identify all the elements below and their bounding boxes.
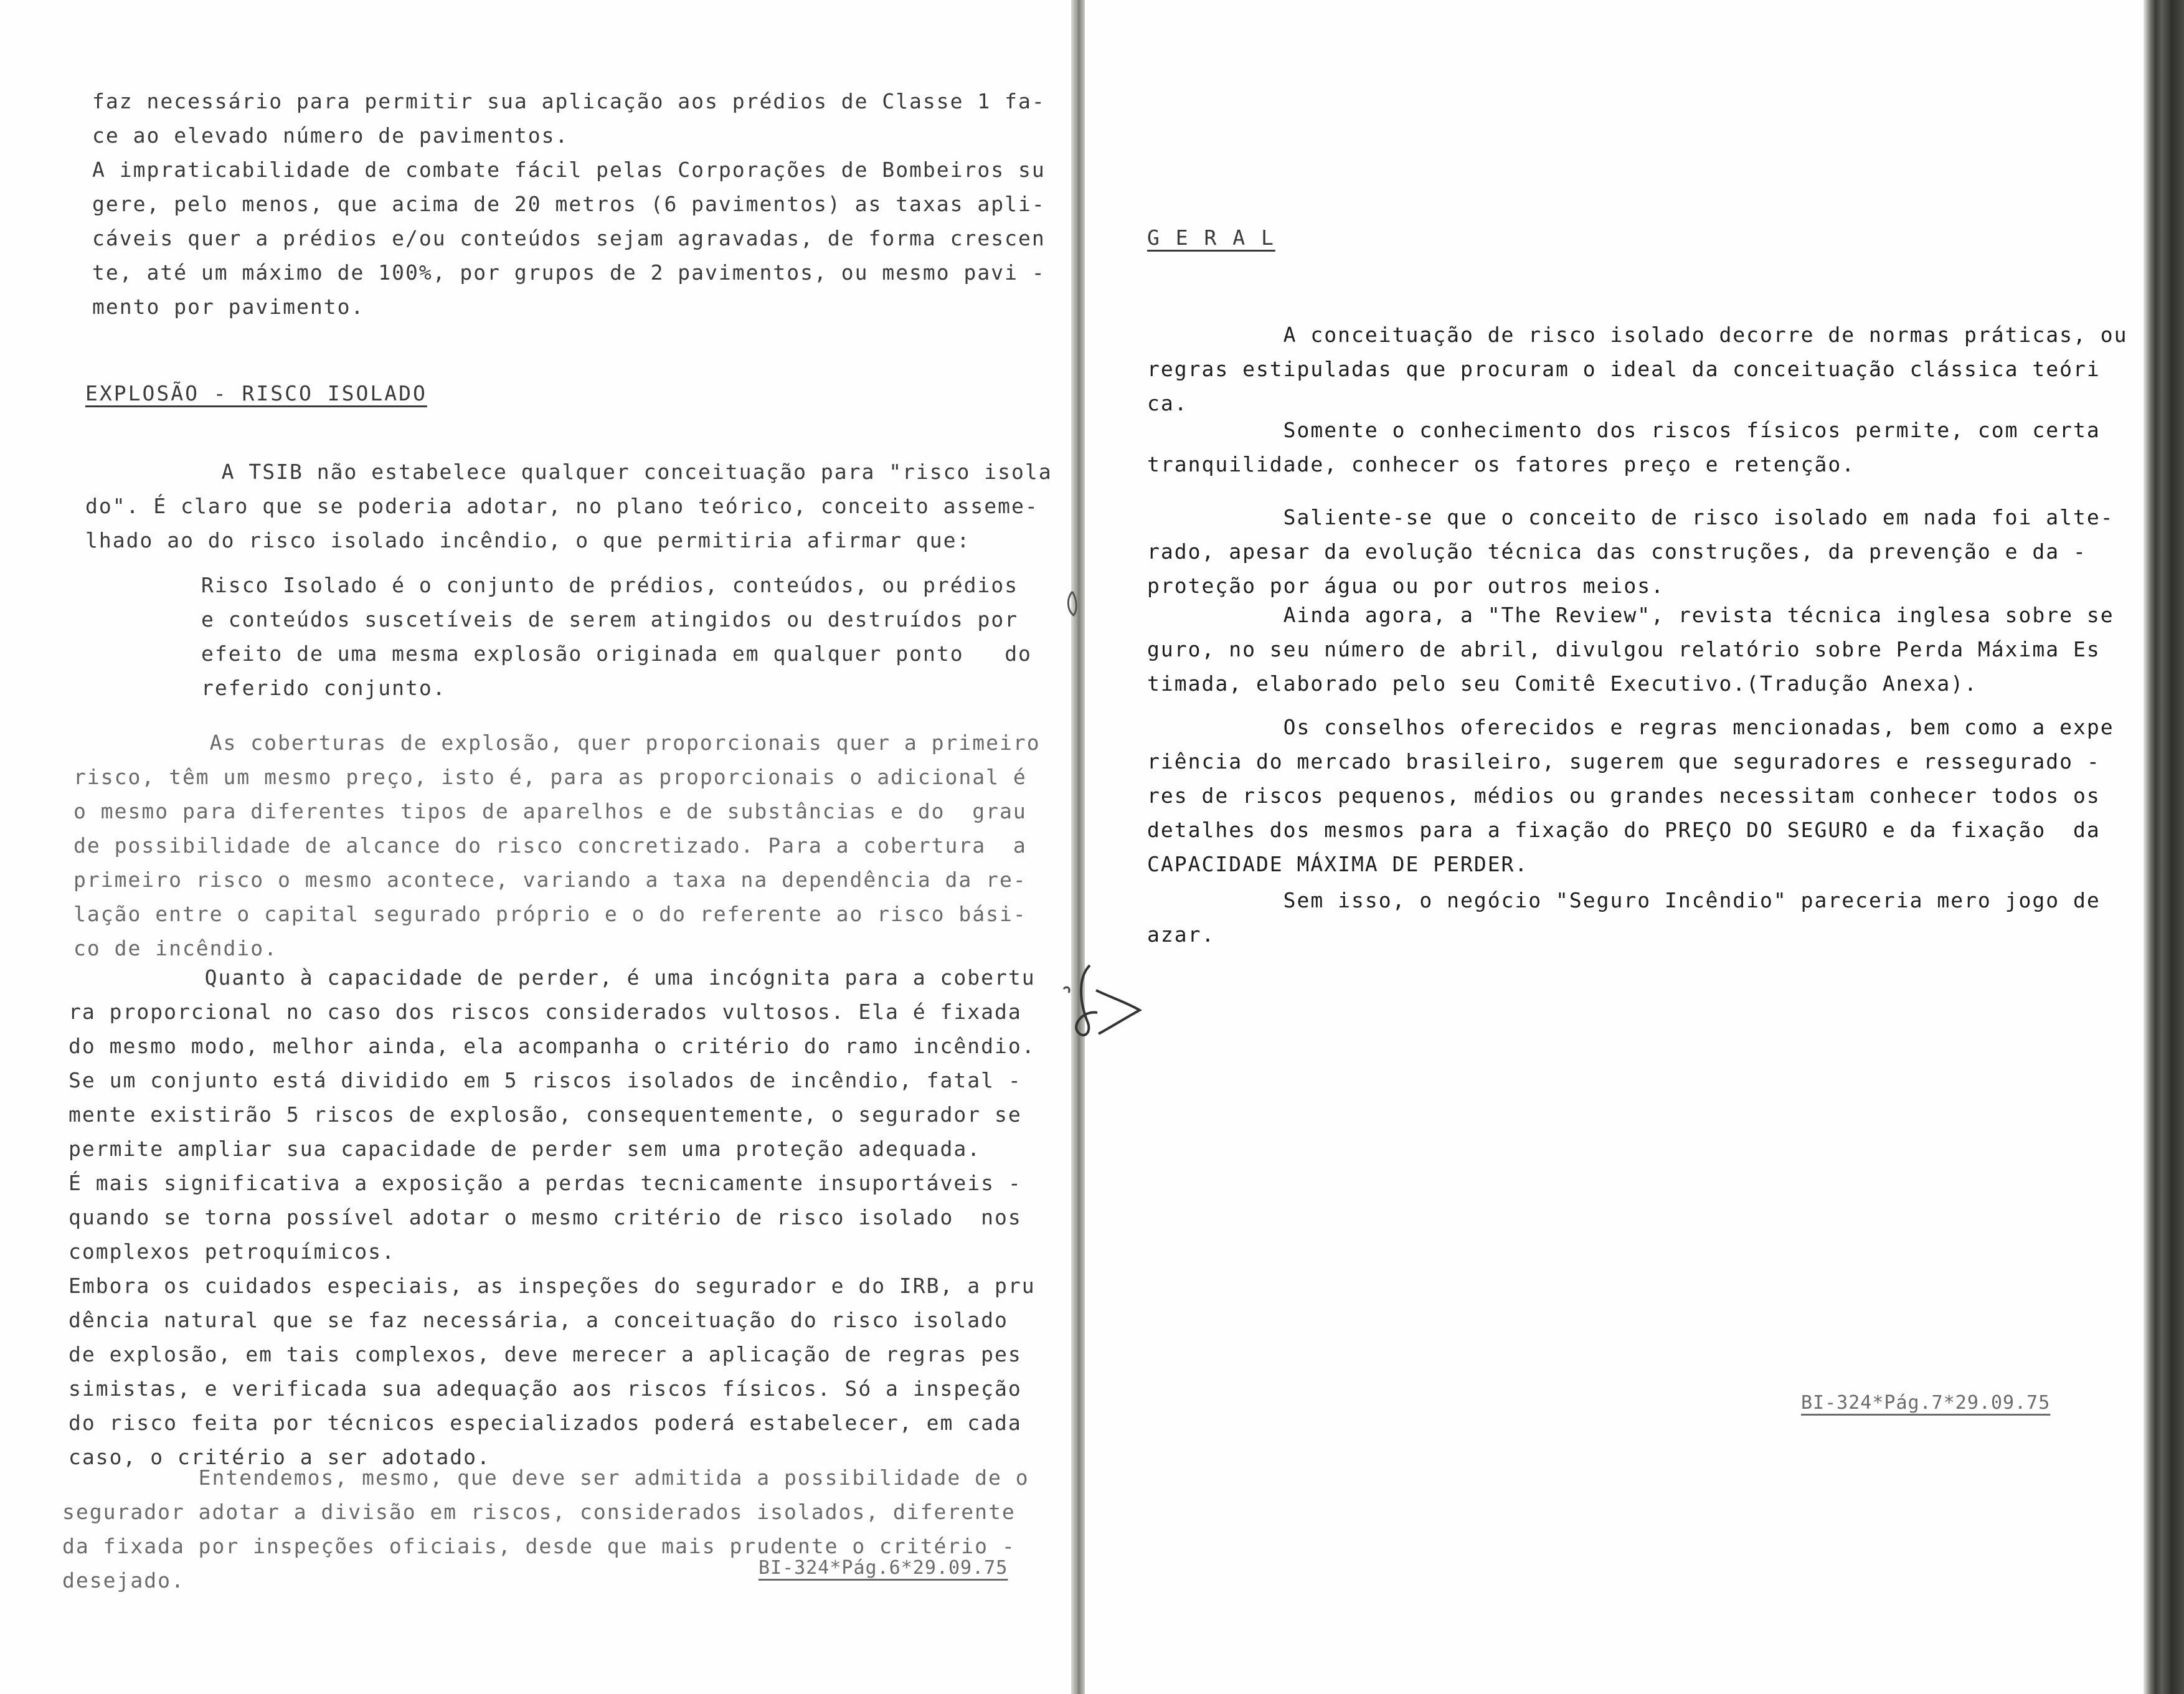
book-gutter: [1071, 0, 1085, 1694]
paragraph-capacidade: Quanto à capacidade de perder, é uma incógnita para a cobertu ra proporcional no caso dos riscos considerados vultosos. Ela é fixada do mesmo modo, melhor ainda, ela acompanha o critério do ramo incêndio. Se um conjunto está dividido em 5 riscos isolados de incêndio, fatal - mente existirão 5 riscos de explosão, consequentemente, o segurador se permite ampliar sua capacidade de perder sem uma proteção adequada. É mais significativa a exposição a perdas tecnicamente insuportáveis - quando se torna possível adotar o mesmo critério de risco isolado nos complexos petroquímicos. Embora os cuidados especiais, as inspeções do segurador e do IRB, a pru dência natural que se faz necessária, a conceituação do risco isolado de explosão, em tais complexos, deve merecer a aplicação de regras pes simistas, e verificada sua adequação aos riscos físicos. Só a inspeção do risco feita por técnicos especializados poderá estabelecer, em cada caso, o critério a ser adotado.: [69, 965, 1036, 1469]
left-page: [0, 0, 1071, 1694]
paragraph-tsib: A TSIB não estabelece qualquer conceituação para "risco isola do". É claro que se poderia adotar, no plano teórico, conceito asseme- lhado ao do risco isolado incêndio, o que permitiria afirmar que:: [85, 460, 1052, 552]
paragraph-somente: Somente o conhecimento dos riscos físicos permite, com certa tranquilidade, conhecer os fatores preço e retenção.: [1147, 418, 2101, 476]
pen-mark: [1059, 585, 1096, 635]
paragraph-entendemos: Entendemos, mesmo, que deve ser admitida a possibilidade de o segurador adotar a divisão em riscos, considerados isolados, diferente da fixada por inspeções oficiais, desde que mais prudente o critério - desejado.: [62, 1465, 1029, 1592]
page-footer-right: BI-324*Pág.7*29.09.75: [1801, 1392, 2051, 1414]
page-footer-left: BI-324*Pág.6*29.09.75: [759, 1557, 1008, 1579]
right-page-edge-shadow: [2144, 0, 2184, 1694]
section-title-geral: G E R A L: [1147, 225, 1275, 250]
paragraph-saliente: Saliente-se que o conceito de risco isolado em nada foi alte- rado, apesar da evolução técnica das construções, da prevenção e da - proteção por água ou por outros meios.: [1147, 505, 2114, 598]
paragraph-conselhos: Os conselhos oferecidos e regras mencionadas, bem como a expe riência do mercado brasileiro, sugerem que seguradores e ressegurado - res de riscos pequenos, médios ou grandes necessitam conhecer todos os detalhes dos mesmos para a fixação do PREÇO DO SEGURO e da fixação da CAPACIDADE MÁXIMA DE PERDER.: [1147, 715, 2114, 876]
paragraph-conceituacao: A conceituação de risco isolado decorre de normas práticas, ou regras estipuladas que procuram o ideal da conceituação clássica teóri ca.: [1147, 323, 2128, 415]
paragraph-sem-isso: Sem isso, o negócio "Seguro Incêndio" pareceria mero jogo de azar.: [1147, 888, 2101, 947]
section-title-explosao: EXPLOSÃO - RISCO ISOLADO: [85, 381, 427, 405]
paragraph-coberturas: As coberturas de explosão, quer proporcionais quer a primeiro risco, têm um mesmo preço, isto é, para as proporcionais o adicional é o mesmo para diferentes tipos de aparelhos e de substâncias e do grau de possibilidade de alcance do risco concretizado. Para a cobertura a primeiro risco o mesmo acontece, variando a taxa na dependência da re- lação entre o capital segurado próprio e o do referente ao risco bási- co de incêndio.: [73, 731, 1041, 960]
intro-paragraph: faz necessário para permitir sua aplicação aos prédios de Classe 1 fa- ce ao elevado número de pavimentos. A impraticabilidade de combate fácil pelas Corporações de Bombeiros su gere, pelo menos, que acima de 20 metros (6 pavimentos) as taxas apli- cáveis quer a prédios e/ou conteúdos sejam agravadas, de forma crescen te, até um máximo de 100%, por grupos de 2 pavimentos, ou mesmo pavi - mento por pavimento.: [92, 89, 1046, 319]
right-page: [1085, 0, 2144, 1694]
handwritten-initials: [1052, 953, 1158, 1046]
paragraph-the-review: Ainda agora, a "The Review", revista técnica inglesa sobre se guro, no seu número de abril, divulgou relatório sobre Perda Máxima Es timada, elaborado pelo seu Comitê Executivo.(Tradução Anexa).: [1147, 603, 2114, 696]
definition-risco-isolado: Risco Isolado é o conjunto de prédios, conteúdos, ou prédios e conteúdos suscetíveis de serem atingidos ou destruídos por efeito de uma mesma explosão originada em qualquer ponto do referido conjunto.: [201, 573, 1032, 700]
